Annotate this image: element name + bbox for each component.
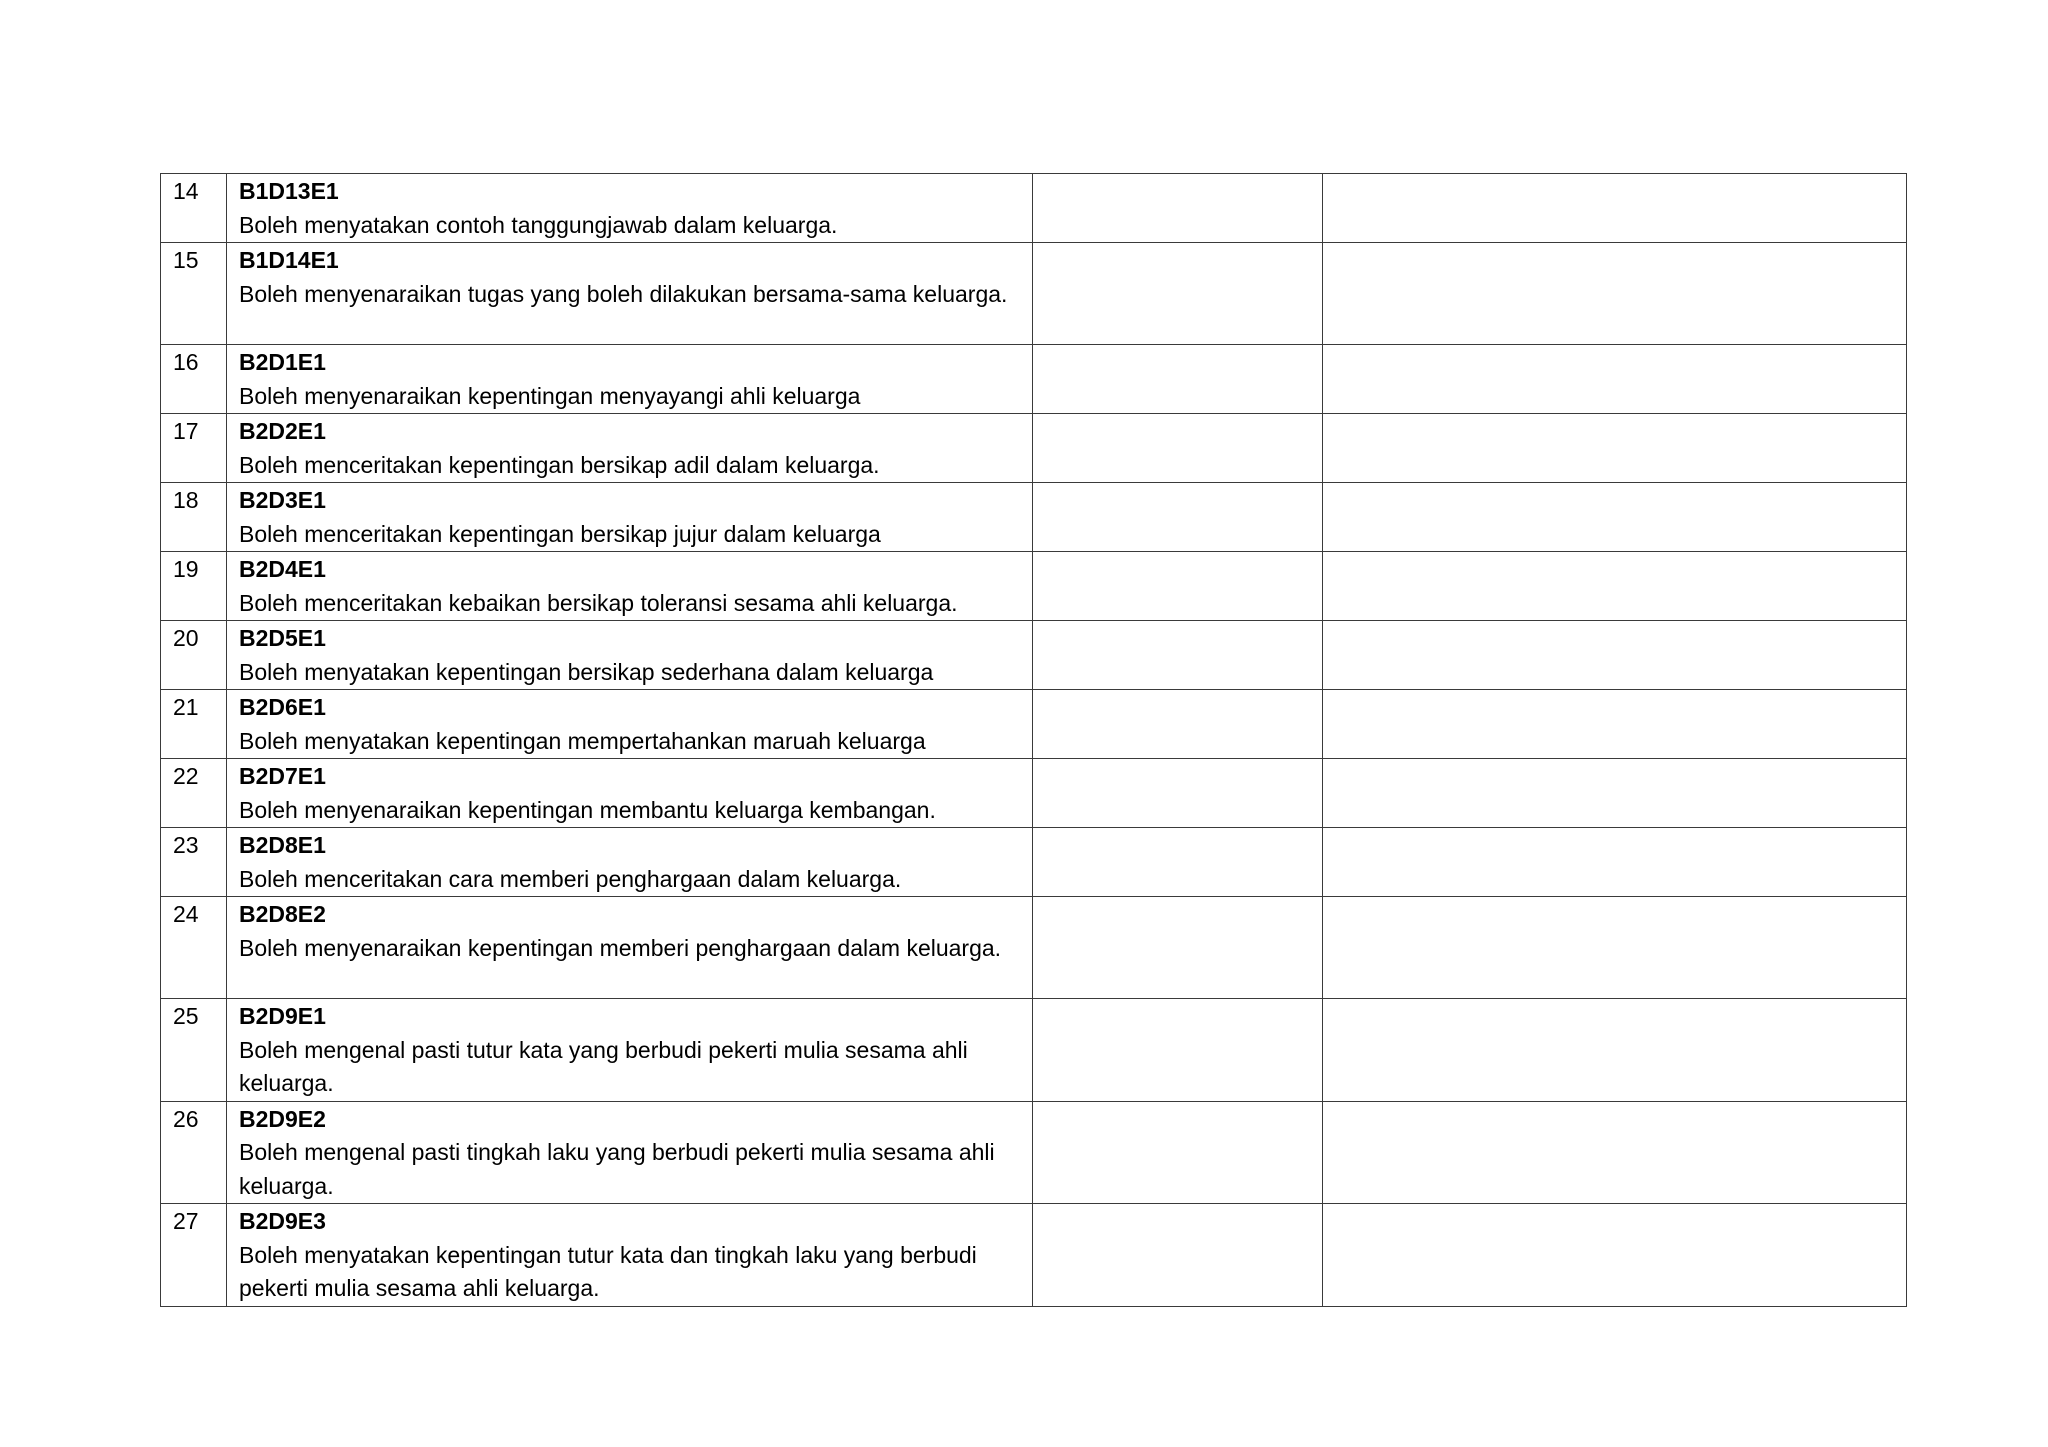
blank-cell-notes	[1323, 690, 1907, 759]
evidence-code: B2D4E1	[239, 556, 326, 582]
row-number: 22	[161, 759, 227, 828]
blank-cell-mastery	[1033, 483, 1323, 552]
evidence-code: B2D9E1	[239, 1003, 326, 1029]
row-number: 27	[161, 1204, 227, 1307]
evidence-cell	[227, 999, 1033, 1102]
blank-cell-mastery	[1033, 999, 1323, 1102]
table-row	[161, 897, 1907, 999]
row-number: 17	[161, 414, 227, 483]
evidence-code: B2D6E1	[239, 694, 326, 720]
table-row	[161, 1204, 1907, 1307]
blank-cell-mastery	[1033, 690, 1323, 759]
evidence-description: Boleh mengenal pasti tingkah laku yang berbudi pekerti mulia sesama ahli keluarga.	[239, 1139, 995, 1199]
blank-cell-mastery	[1033, 1204, 1323, 1307]
evidence-description: Boleh menyenaraikan kepentingan memberi penghargaan dalam keluarga.	[239, 934, 1002, 961]
evidence-cell	[227, 690, 1033, 759]
row-number: 24	[161, 897, 227, 999]
evidence-description: Boleh menyatakan kepentingan mempertahankan maruah keluarga	[239, 727, 926, 754]
blank-cell-notes	[1323, 174, 1907, 243]
evidence-code: B2D9E2	[239, 1105, 326, 1132]
evidence-code: B2D8E1	[239, 832, 326, 858]
row-number: 19	[161, 552, 227, 621]
row-number: 15	[161, 243, 227, 345]
evidence-cell	[227, 345, 1033, 414]
blank-cell-notes	[1323, 1204, 1907, 1307]
blank-cell-notes	[1323, 828, 1907, 897]
table-row	[161, 483, 1907, 552]
table-row	[161, 174, 1907, 243]
evidence-description: Boleh menyatakan kepentingan bersikap sederhana dalam keluarga	[239, 658, 934, 685]
evidence-code: B1D14E1	[239, 247, 339, 273]
evidence-cell	[227, 483, 1033, 552]
evidence-description: Boleh menceritakan kepentingan bersikap jujur dalam keluarga	[239, 520, 881, 547]
row-number: 23	[161, 828, 227, 897]
blank-cell-mastery	[1033, 345, 1323, 414]
table-row	[161, 243, 1907, 345]
evidence-code: B2D7E1	[239, 763, 326, 789]
evidence-cell	[227, 828, 1033, 897]
blank-cell-mastery	[1033, 552, 1323, 621]
evidence-code: B2D9E3	[239, 1208, 326, 1234]
table-row	[161, 828, 1907, 897]
evidence-cell	[227, 621, 1033, 690]
blank-cell-mastery	[1033, 759, 1323, 828]
evidence-table	[160, 173, 1907, 1307]
table-row	[161, 759, 1907, 828]
evidence-cell	[227, 414, 1033, 483]
blank-cell-mastery	[1033, 828, 1323, 897]
evidence-cell	[227, 1101, 1033, 1204]
table-row	[161, 414, 1907, 483]
row-number: 16	[161, 345, 227, 414]
row-number: 21	[161, 690, 227, 759]
table-row	[161, 1101, 1907, 1204]
evidence-cell	[227, 1204, 1033, 1307]
blank-cell-notes	[1323, 621, 1907, 690]
evidence-description: Boleh menyatakan kepentingan tutur kata dan tingkah laku yang berbudi pekerti mulia sesama ahli keluarga.	[239, 1241, 977, 1301]
evidence-description: Boleh menyenaraikan kepentingan menyayangi ahli keluarga	[239, 382, 861, 409]
evidence-cell	[227, 243, 1033, 345]
blank-cell-mastery	[1033, 243, 1323, 345]
evidence-code: B2D1E1	[239, 349, 326, 375]
evidence-description: Boleh menceritakan kepentingan bersikap adil dalam keluarga.	[239, 451, 880, 478]
blank-cell-notes	[1323, 414, 1907, 483]
table-row	[161, 999, 1907, 1102]
blank-cell-mastery	[1033, 414, 1323, 483]
evidence-description: Boleh mengenal pasti tutur kata yang berbudi pekerti mulia sesama ahli keluarga.	[239, 1036, 968, 1096]
evidence-description: Boleh menyatakan contoh tanggungjawab dalam keluarga.	[239, 211, 838, 238]
blank-cell-notes	[1323, 999, 1907, 1102]
blank-cell-notes	[1323, 759, 1907, 828]
blank-cell-notes	[1323, 1101, 1907, 1204]
blank-cell-notes	[1323, 897, 1907, 999]
row-number: 25	[161, 999, 227, 1102]
blank-cell-notes	[1323, 552, 1907, 621]
row-number: 26	[161, 1101, 227, 1204]
table-row	[161, 621, 1907, 690]
table-row	[161, 690, 1907, 759]
evidence-cell	[227, 897, 1033, 999]
evidence-code: B1D13E1	[239, 178, 339, 204]
blank-cell-notes	[1323, 483, 1907, 552]
blank-cell-mastery	[1033, 897, 1323, 999]
evidence-code: B2D5E1	[239, 625, 326, 651]
evidence-description: Boleh menyenaraikan kepentingan membantu keluarga kembangan.	[239, 796, 936, 823]
evidence-description: Boleh menceritakan kebaikan bersikap toleransi sesama ahli keluarga.	[239, 589, 958, 616]
blank-cell-notes	[1323, 345, 1907, 414]
evidence-description: Boleh menceritakan cara memberi penghargaan dalam keluarga.	[239, 865, 902, 892]
evidence-code: B2D3E1	[239, 487, 326, 513]
evidence-code: B2D8E2	[239, 901, 326, 927]
blank-cell-notes	[1323, 243, 1907, 345]
blank-cell-mastery	[1033, 621, 1323, 690]
evidence-cell	[227, 552, 1033, 621]
evidence-code: B2D2E1	[239, 418, 326, 444]
row-number: 20	[161, 621, 227, 690]
blank-cell-mastery	[1033, 174, 1323, 243]
evidence-cell	[227, 174, 1033, 243]
table-row	[161, 345, 1907, 414]
blank-cell-mastery	[1033, 1101, 1323, 1204]
table-body	[161, 174, 1907, 1307]
evidence-cell	[227, 759, 1033, 828]
row-number: 18	[161, 483, 227, 552]
evidence-description: Boleh menyenaraikan tugas yang boleh dilakukan bersama-sama keluarga.	[239, 280, 1008, 307]
table-row	[161, 552, 1907, 621]
row-number: 14	[161, 174, 227, 243]
